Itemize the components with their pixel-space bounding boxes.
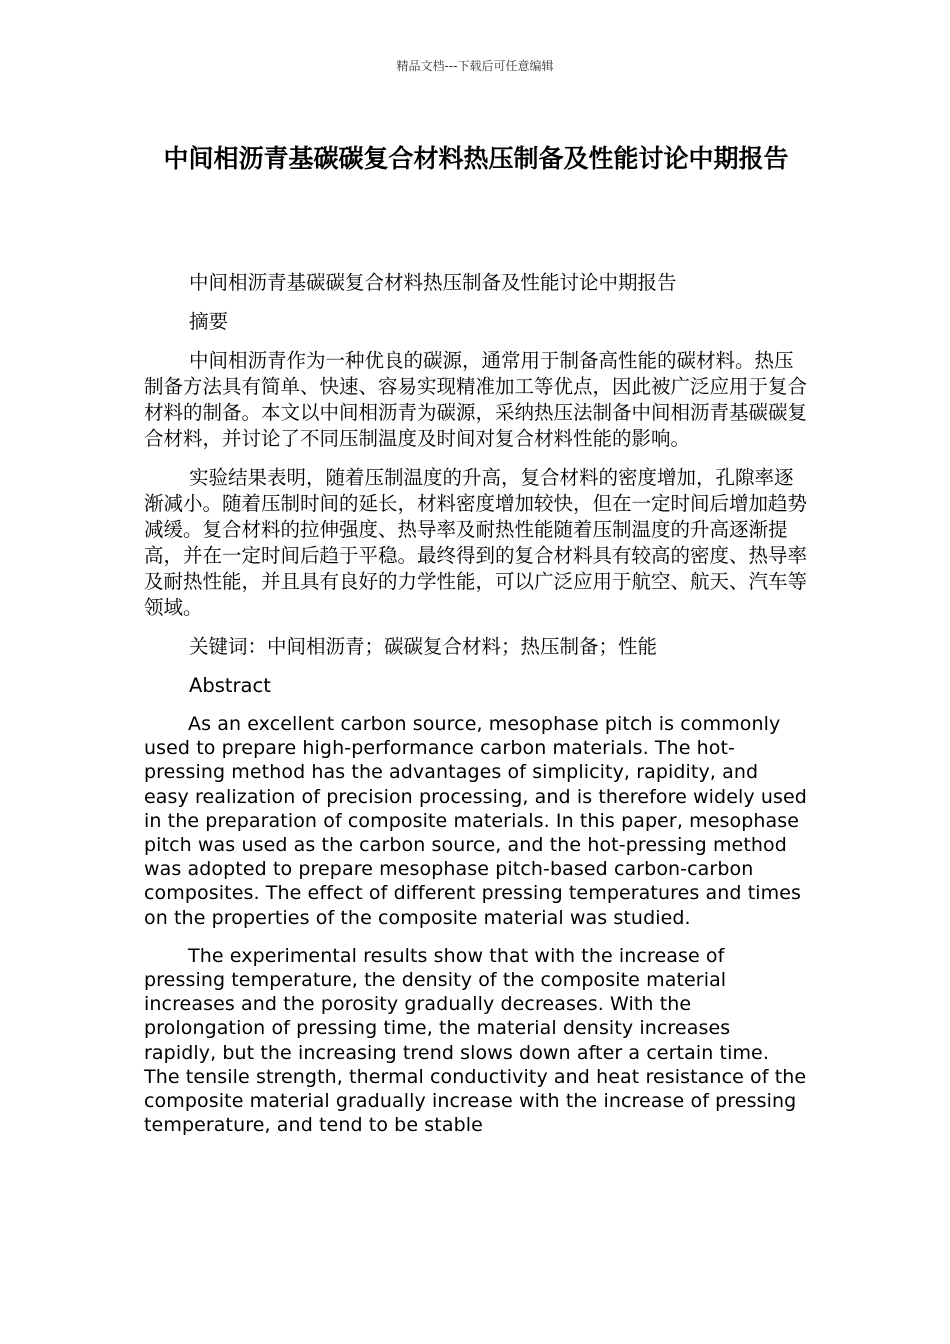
subtitle: 中间相沥青基碳碳复合材料热压制备及性能讨论中期报告 <box>189 271 677 294</box>
document-title: 中间相沥青基碳碳复合材料热压制备及性能讨论中期报告 <box>163 144 789 173</box>
keywords-cn: 关键词：中间相沥青；碳碳复合材料；热压制备；性能 <box>189 635 658 658</box>
abstract-heading-cn: 摘要 <box>189 310 229 333</box>
page-header: 精品文档---下载后可任意编辑 <box>396 59 554 73</box>
abstract-paragraph-en-2: The experimental results show that with the increase of pressing temperature, the density of the composite material increases and the porosity gradually decreases. With the prolongation of pressing time, the material density increases rapidly, but the increasing trend slows down after a certain time. The tensile strength, thermal conductivity and heat resistance of the composite material gradually increase with the increase of pressing temperature, and tend to be stable <box>144 944 807 1137</box>
document-body <box>144 270 808 1151</box>
abstract-paragraph-cn-1: 中间相沥青作为一种优良的碳源，通常用于制备高性能的碳材料。热压制备方法具有简单、快速、容易实现精准加工等优点，因此被广泛应用于复合材料的制备。本文以中间相沥青为碳源，采纳热压法制备中间相沥青基碳碳复合材料，并讨论了不同压制温度及时间对复合材料性能的影响。 <box>144 349 808 450</box>
abstract-paragraph-en-1: As an excellent carbon source, mesophase pitch is commonly used to prepare high-performance carbon materials. The hot-pressing method has the advantages of simplicity, rapidity, and easy realization of precision processing, and is therefore widely used in the preparation of composite materials. In this paper, mesophase pitch was used as the carbon source, and the hot-pressing method was adopted to prepare mesophase pitch-based carbon-carbon composites. The effect of different pressing temperatures and times on the properties of the composite material was studied. <box>144 713 807 929</box>
abstract-paragraph-cn-2: 实验结果表明，随着压制温度的升高，复合材料的密度增加，孔隙率逐渐减小。随着压制时间的延长，材料密度增加较快，但在一定时间后增加趋势减缓。复合材料的拉伸强度、热导率及耐热性能随着压制温度的升高逐渐提高，并在一定时间后趋于平稳。最终得到的复合材料具有较高的密度、热导率及耐热性能，并且具有良好的力学性能，可以广泛应用于航空、航天、汽车等领域。 <box>144 466 808 619</box>
abstract-heading-en: Abstract <box>189 674 271 697</box>
